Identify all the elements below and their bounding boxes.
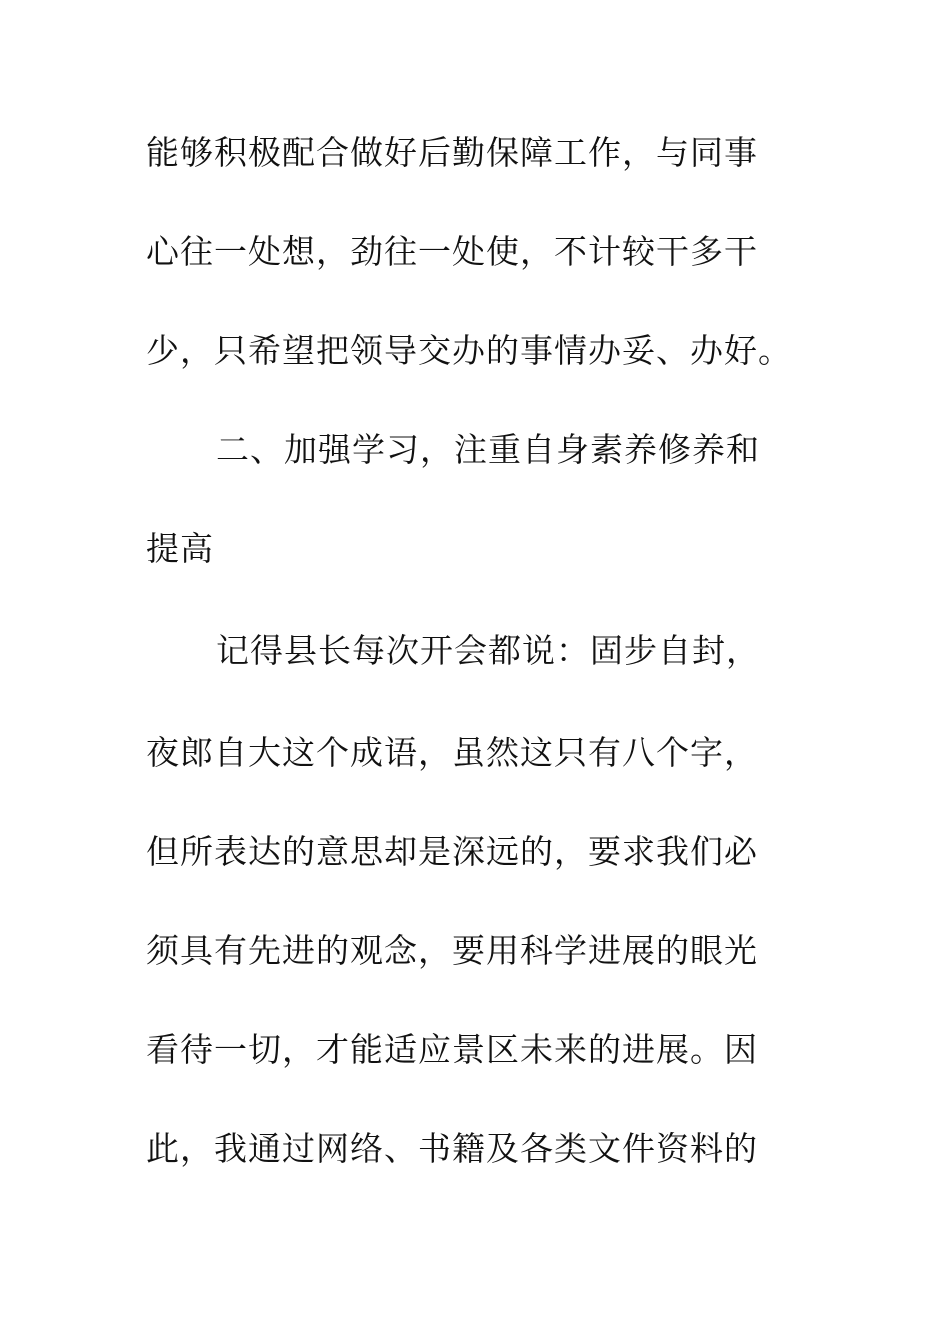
paragraph-first-line: 记得县长每次开会都说：固步自封，: [216, 631, 760, 670]
body-text-line: 此，我通过网络、书籍及各类文件资料的: [146, 1129, 758, 1168]
body-text-line: 心往一处想，劲往一处使，不计较干多干: [146, 232, 758, 271]
section-heading-continuation: 提高: [146, 529, 214, 568]
body-text-line: 夜郎自大这个成语，虽然这只有八个字，: [146, 733, 758, 772]
body-text-line: 少，只希望把领导交办的事情办妥、办好。: [146, 331, 792, 370]
body-text-line: 能够积极配合做好后勤保障工作，与同事: [146, 133, 758, 172]
body-text-line: 看待一切，才能适应景区未来的进展。因: [146, 1030, 758, 1069]
section-heading: 二、加强学习，注重自身素养修养和: [216, 430, 760, 469]
body-text-line: 须具有先进的观念，要用科学进展的眼光: [146, 931, 758, 970]
body-text-line: 但所表达的意思却是深远的，要求我们必: [146, 832, 758, 871]
